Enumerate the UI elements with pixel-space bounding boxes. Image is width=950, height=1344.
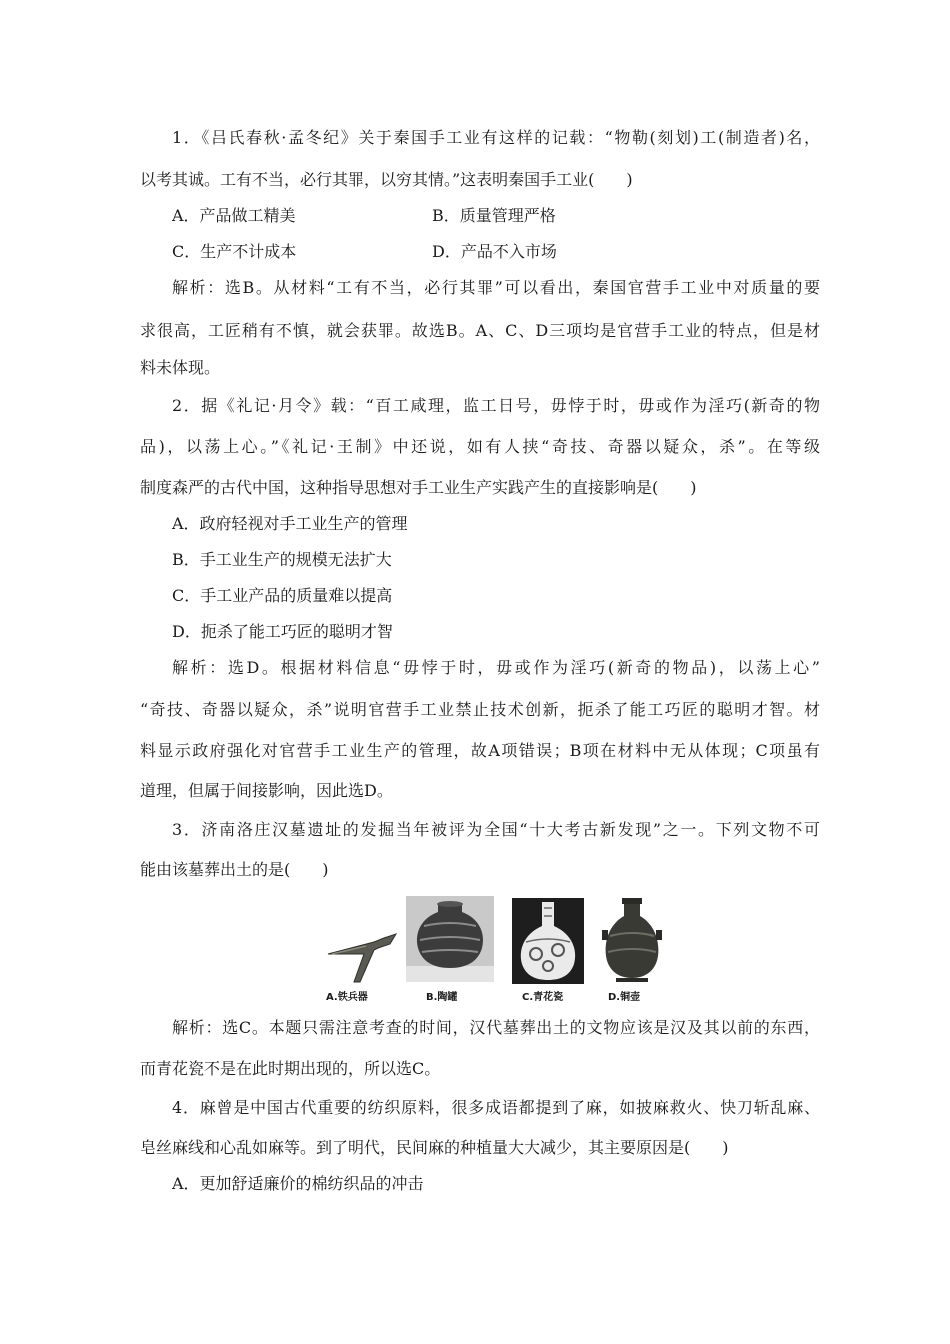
q1-option-row-2 [172, 242, 820, 262]
q3-stem-line-1: 3．济南洛庄汉墓遗址的发掘当年被评为全国“十大考古新发现”之一。下列文物不可 [172, 820, 820, 839]
q2-analysis-line-2: “奇技、奇器以疑众，杀”说明官营手工业禁止技术创新，扼杀了能工巧匠的聪明才智。材 [140, 700, 820, 719]
q1-option-a: A．产品做工精美 [172, 206, 296, 225]
q2-stem-line-2: 品)，以荡上心。”《礼记·王制》中还说，如有人挟“奇技、奇器以疑众，杀”。在等级 [140, 437, 820, 456]
q2-option-d: D．扼杀了能工巧匠的聪明才智 [172, 622, 393, 641]
q2-stem-line-1: 2．据《礼记·月令》载：“百工咸理，监工日号，毋悖于时，毋或作为淫巧(新奇的物 [172, 396, 820, 415]
q4-option-a: A．更加舒适廉价的棉纺织品的冲击 [172, 1174, 424, 1193]
q1-option-b: B．质量管理严格 [432, 206, 556, 225]
q2-analysis-line-1: 解析：选D。根据材料信息“毋悖于时，毋或作为淫巧(新奇的物品)，以荡上心” [172, 658, 820, 677]
q1-option-d: D．产品不入市场 [432, 242, 557, 261]
label-b: B.陶罐 [426, 992, 458, 1003]
q3-analysis-line-1: 解析：选C。本题只需注意考查的时间，汉代墓葬出土的文物应该是汉及其以前的东西， [172, 1018, 820, 1037]
q4-stem-line-2: 皂丝麻线和心乱如麻等。到了明代，民间麻的种植量大大减少，其主要原因是( ) [140, 1138, 729, 1157]
iron-weapon-image [326, 928, 400, 986]
q1-stem-line-2: 以考其诚。工有不当，必行其罪，以穷其情。”这表明秦国手工业( ) [140, 170, 633, 189]
q2-option-b: B．手工业生产的规模无法扩大 [172, 550, 392, 569]
q3-analysis-line-2: 而青花瓷不是在此时期出现的，所以选C。 [140, 1059, 441, 1078]
q2-analysis-line-4: 道理，但属于间接影响，因此选D。 [140, 781, 393, 800]
q2-option-a: A．政府轻视对手工业生产的管理 [172, 514, 408, 533]
label-d: D.铜壶 [608, 992, 641, 1003]
artifact-figure [322, 896, 682, 1004]
q2-option-c: C．手工业产品的质量难以提高 [172, 586, 393, 605]
bronze-pot-image [600, 896, 664, 984]
q1-analysis-line-1: 解析：选B。从材料“工有不当，必行其罪”可以看出，秦国官营手工业中对质量的要 [172, 278, 820, 297]
pottery-jar-image [406, 896, 494, 982]
q1-option-c: C．生产不计成本 [172, 242, 297, 261]
label-a: A.铁兵器 [326, 992, 368, 1003]
q3-stem-line-2: 能由该墓葬出土的是( ) [140, 860, 329, 879]
q2-stem-line-3: 制度森严的古代中国，这种指导思想对手工业生产实践产生的直接影响是( ) [140, 478, 697, 497]
blue-white-porcelain-image [512, 898, 584, 984]
label-c: C.青花瓷 [522, 992, 564, 1003]
q2-analysis-line-3: 料显示政府强化对官营手工业生产的管理，故A项错误；B项在材料中无从体现；C项虽有 [140, 741, 820, 760]
q4-stem-line-1: 4．麻曾是中国古代重要的纺织原料，很多成语都提到了麻，如披麻救火、快刀斩乱麻、 [172, 1098, 820, 1117]
q1-stem-line-1: 1．《吕氏春秋·孟冬纪》关于秦国手工业有这样的记载：“物勒(刻划)工(制造者)名， [172, 128, 820, 147]
q1-option-row-1 [172, 206, 820, 226]
q1-analysis-line-2: 求很高，工匠稍有不慎，就会获罪。故选B。A、C、D三项均是官营手工业的特点，但是材 [140, 321, 820, 340]
q1-analysis-line-3: 料未体现。 [140, 358, 221, 377]
